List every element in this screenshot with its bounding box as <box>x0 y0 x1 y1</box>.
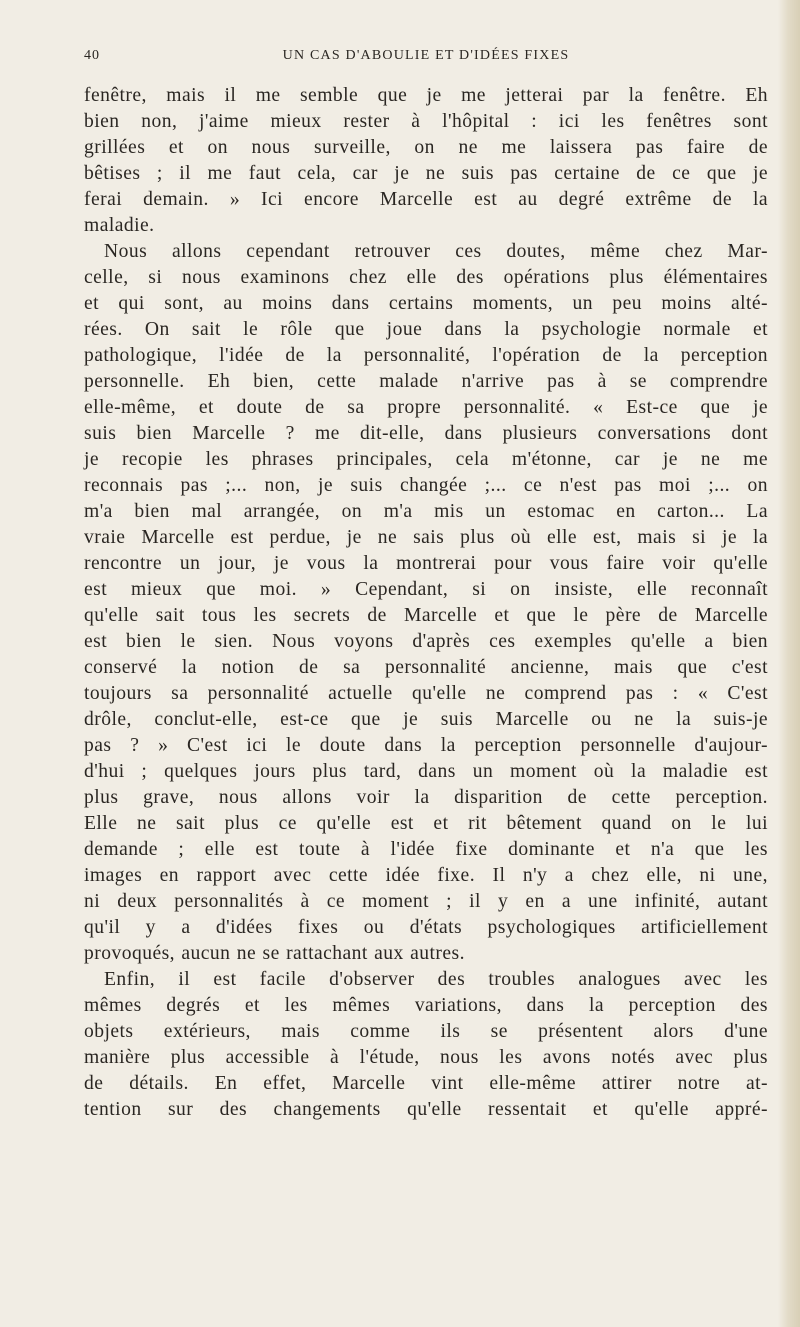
text-line: je recopie les phrases principales, cela m'étonne, car je ne me <box>84 449 768 470</box>
text-line: demande ; elle est toute à l'idée fixe dominante et n'a que les <box>84 839 768 860</box>
text-line: est mieux que moi. » Cependant, si on insiste, elle reconnaît <box>84 579 768 600</box>
text-line: grillées et on nous surveille, on ne me laissera pas faire de <box>84 137 768 158</box>
text-line: drôle, conclut-elle, est-ce que je suis Marcelle ou ne la suis-je <box>84 709 768 730</box>
paragraph <box>84 83 768 239</box>
text-line: images en rapport avec cette idée fixe. Il n'y a chez elle, ni une, <box>84 865 768 886</box>
text-line: rencontre un jour, je vous la montrerai pour vous faire voir qu'elle <box>84 553 768 574</box>
text-line: tention sur des changements qu'elle ressentait et qu'elle appré- <box>84 1099 768 1120</box>
text-line: personnelle. Eh bien, cette malade n'arrive pas à se comprendre <box>84 371 768 392</box>
text-line: Enfin, il est facile d'observer des troubles analogues avec les <box>104 969 768 990</box>
text-line: provoqués, aucun ne se rattachant aux autres. <box>84 943 465 964</box>
body-text <box>84 83 768 1123</box>
text-line: m'a bien mal arrangée, on m'a mis un estomac en carton... La <box>84 501 768 522</box>
text-line: qu'elle sait tous les secrets de Marcelle et que le père de Marcelle <box>84 605 768 626</box>
text-line: Elle ne sait plus ce qu'elle est et rit bêtement quand on le lui <box>84 813 768 834</box>
text-line: celle, si nous examinons chez elle des opérations plus élémentaires <box>84 267 768 288</box>
text-line: pathologique, l'idée de la personnalité, l'opération de la perception <box>84 345 768 366</box>
page-number: 40 <box>84 48 100 63</box>
text-line: plus grave, nous allons voir la disparition de cette perception. <box>84 787 768 808</box>
text-line: mêmes degrés et les mêmes variations, dans la perception des <box>84 995 768 1016</box>
text-line: ferai demain. » Ici encore Marcelle est au degré extrême de la <box>84 189 768 210</box>
running-title: UN CAS D'ABOULIE ET D'IDÉES FIXES <box>282 48 570 63</box>
text-line: de détails. En effet, Marcelle vint elle-même attirer notre at- <box>84 1073 768 1094</box>
text-line: est bien le sien. Nous voyons d'après ces exemples qu'elle a bien <box>84 631 768 652</box>
paragraph <box>84 967 768 1123</box>
text-line: et qui sont, au moins dans certains moments, un peu moins alté- <box>84 293 768 314</box>
text-line: rées. On sait le rôle que joue dans la psychologie normale et <box>84 319 768 340</box>
text-line: qu'il y a d'idées fixes ou d'états psychologiques artificiellement <box>84 917 768 938</box>
text-line: d'hui ; quelques jours plus tard, dans un moment où la maladie est <box>84 761 768 782</box>
text-line: ni deux personnalités à ce moment ; il y en a une infinité, autant <box>84 891 768 912</box>
text-line: bien non, j'aime mieux rester à l'hôpital : ici les fenêtres sont <box>84 111 768 132</box>
page-header <box>84 48 768 70</box>
text-line: bêtises ; il me faut cela, car je ne suis pas certaine de ce que je <box>84 163 768 184</box>
text-line: pas ? » C'est ici le doute dans la perception personnelle d'aujour- <box>84 735 768 756</box>
text-line: objets extérieurs, mais comme ils se présentent alors d'une <box>84 1021 768 1042</box>
text-line: vraie Marcelle est perdue, je ne sais plus où elle est, mais si je la <box>84 527 768 548</box>
text-line: fenêtre, mais il me semble que je me jetterai par la fenêtre. Eh <box>84 85 768 106</box>
text-line: suis bien Marcelle ? me dit-elle, dans plusieurs conversations dont <box>84 423 768 444</box>
text-line: maladie. <box>84 215 155 236</box>
text-line: Nous allons cependant retrouver ces doutes, même chez Mar- <box>104 241 768 262</box>
text-line: manière plus accessible à l'étude, nous les avons notés avec plus <box>84 1047 768 1068</box>
paragraph <box>84 239 768 967</box>
text-line: conservé la notion de sa personnalité ancienne, mais que c'est <box>84 657 768 678</box>
text-line: toujours sa personnalité actuelle qu'elle ne comprend pas : « C'est <box>84 683 768 704</box>
text-line: elle-même, et doute de sa propre personnalité. « Est-ce que je <box>84 397 768 418</box>
text-line: reconnais pas ;... non, je suis changée ;... ce n'est pas moi ;... on <box>84 475 768 496</box>
page-edge-shadow <box>778 0 800 1327</box>
